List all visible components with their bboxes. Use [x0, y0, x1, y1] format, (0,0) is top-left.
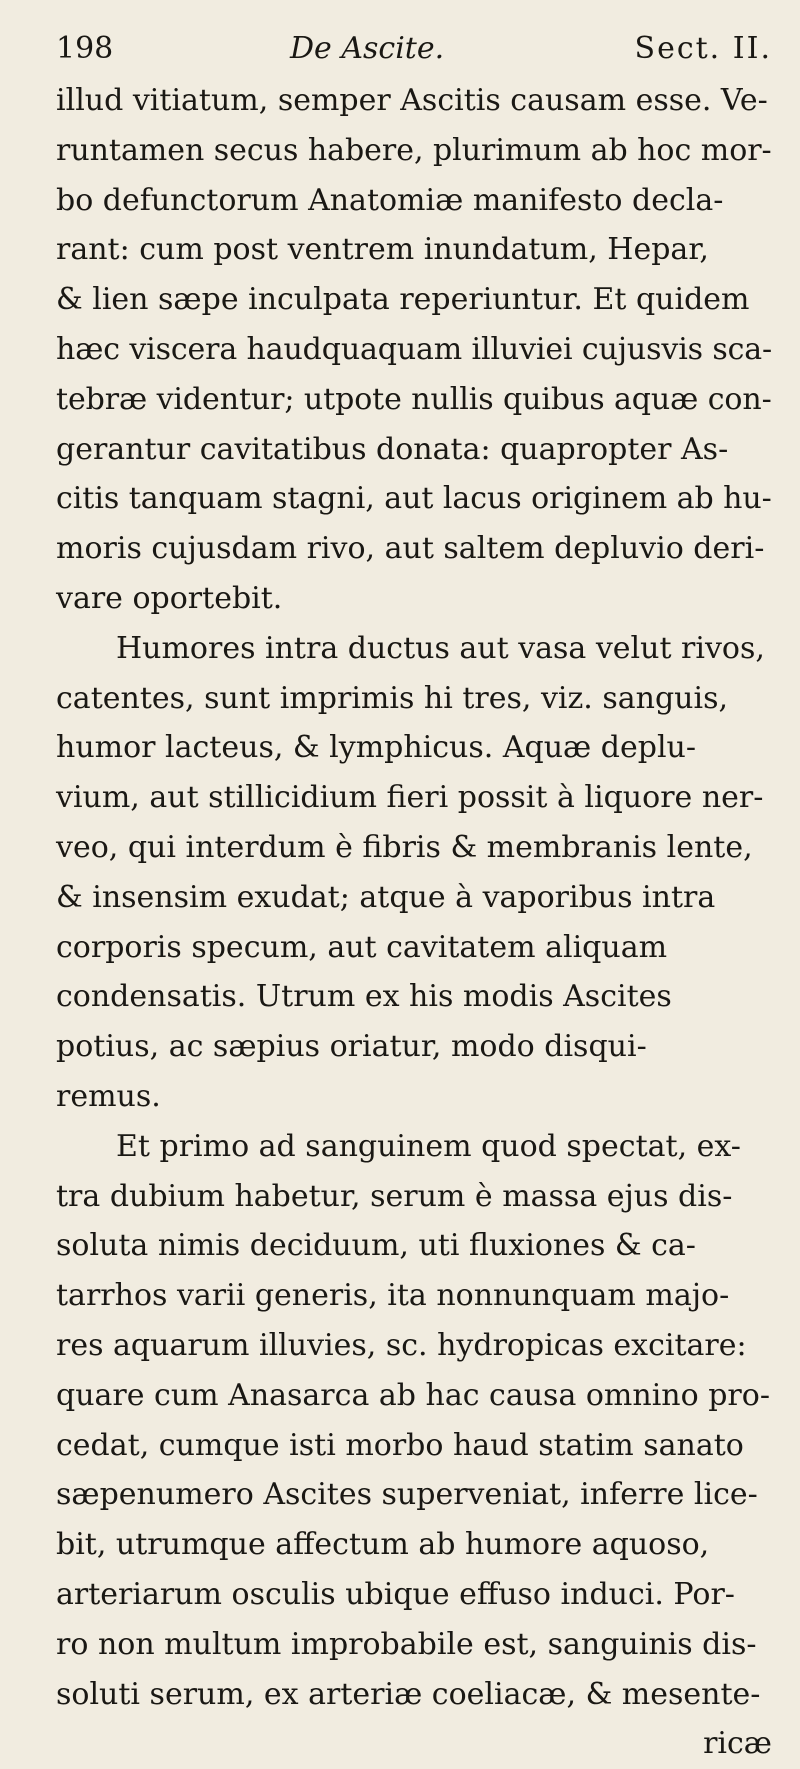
text-line: sæpenumero Ascites superveniat, inferre lice- [56, 1477, 758, 1513]
paragraph-start-line: Et primo ad sanguinem quod spectat, ex- [116, 1128, 741, 1164]
book-page [56, 22, 773, 1762]
text-line: vare oportebit. [56, 580, 283, 616]
text-line: vium, aut stillicidium fieri possit à liquore ner- [56, 780, 764, 816]
text-line: bit, utrumque affectum ab humore aquoso, [56, 1527, 710, 1563]
text-line: catentes, sunt imprimis hi tres, viz. sanguis, [56, 680, 729, 716]
text-line: ro non multum improbabile est, sanguinis dis- [56, 1626, 757, 1662]
text-line: gerantur cavitatibus donata: quapropter As- [56, 431, 729, 467]
text-line: res aquarum illuvies, sc. hydropicas excitare: [56, 1327, 747, 1363]
text-line: humor lacteus, & lymphicus. Aquæ deplu- [56, 730, 696, 766]
body-text [56, 76, 772, 1769]
text-line: runtamen secus habere, plurimum ab hoc mor- [56, 132, 772, 168]
text-line: tra dubium habetur, serum è massa ejus dis- [56, 1178, 733, 1214]
section-label: Sect. II. [634, 31, 772, 66]
text-line: & insensim exudat; atque à vaporibus intra [56, 879, 716, 915]
text-line: moris cujusdam rivo, aut saltem depluvio deri- [56, 531, 765, 567]
text-line: tarrhos varii generis, ita nonnunquam majo- [56, 1278, 730, 1314]
text-line: illud vitiatum, semper Ascitis causam esse. Ve- [56, 83, 768, 118]
text-line: quare cum Anasarca ab hac causa omnino pro- [56, 1377, 770, 1413]
page-number: 198 [56, 31, 114, 66]
text-line: soluti serum, ex arteriæ coeliacæ, & mesente- [56, 1676, 761, 1712]
text-line: veo, qui interdum è fibris & membranis lente, [56, 829, 753, 865]
text-line: cedat, cumque isti morbo haud statim sanato [56, 1427, 744, 1463]
catchword: ricæ [703, 1726, 772, 1762]
text-line: soluta nimis deciduum, uti fluxiones & ca- [56, 1228, 696, 1264]
text-line: corporis specum, aut cavitatem aliquam [56, 929, 668, 965]
text-line: citis tanquam stagni, aut lacus originem ab hu- [56, 481, 772, 517]
text-line: rant: cum post ventrem inundatum, Hepar, [56, 232, 709, 268]
paragraph-start-line: Humores intra ductus aut vasa velut rivos, [116, 630, 765, 666]
text-line: potius, ac sæpius oriatur, modo disqui- [56, 1029, 647, 1065]
text-line: condensatis. Utrum ex his modis Ascites [56, 979, 672, 1015]
text-line: tebræ videntur; utpote nullis quibus aquæ con- [56, 381, 772, 417]
text-line: hæc viscera haudquaquam illuviei cujusvis sca- [56, 331, 773, 367]
text-line: bo defunctorum Anatomiæ manifesto decla- [56, 182, 724, 218]
text-line: & lien sæpe inculpata reperiuntur. Et quidem [56, 282, 750, 318]
text-line: arteriarum osculis ubique effuso induci. Por- [56, 1576, 735, 1612]
text-line: remus. [56, 1078, 161, 1114]
running-head [56, 22, 772, 76]
running-title: De Ascite. [290, 31, 445, 66]
